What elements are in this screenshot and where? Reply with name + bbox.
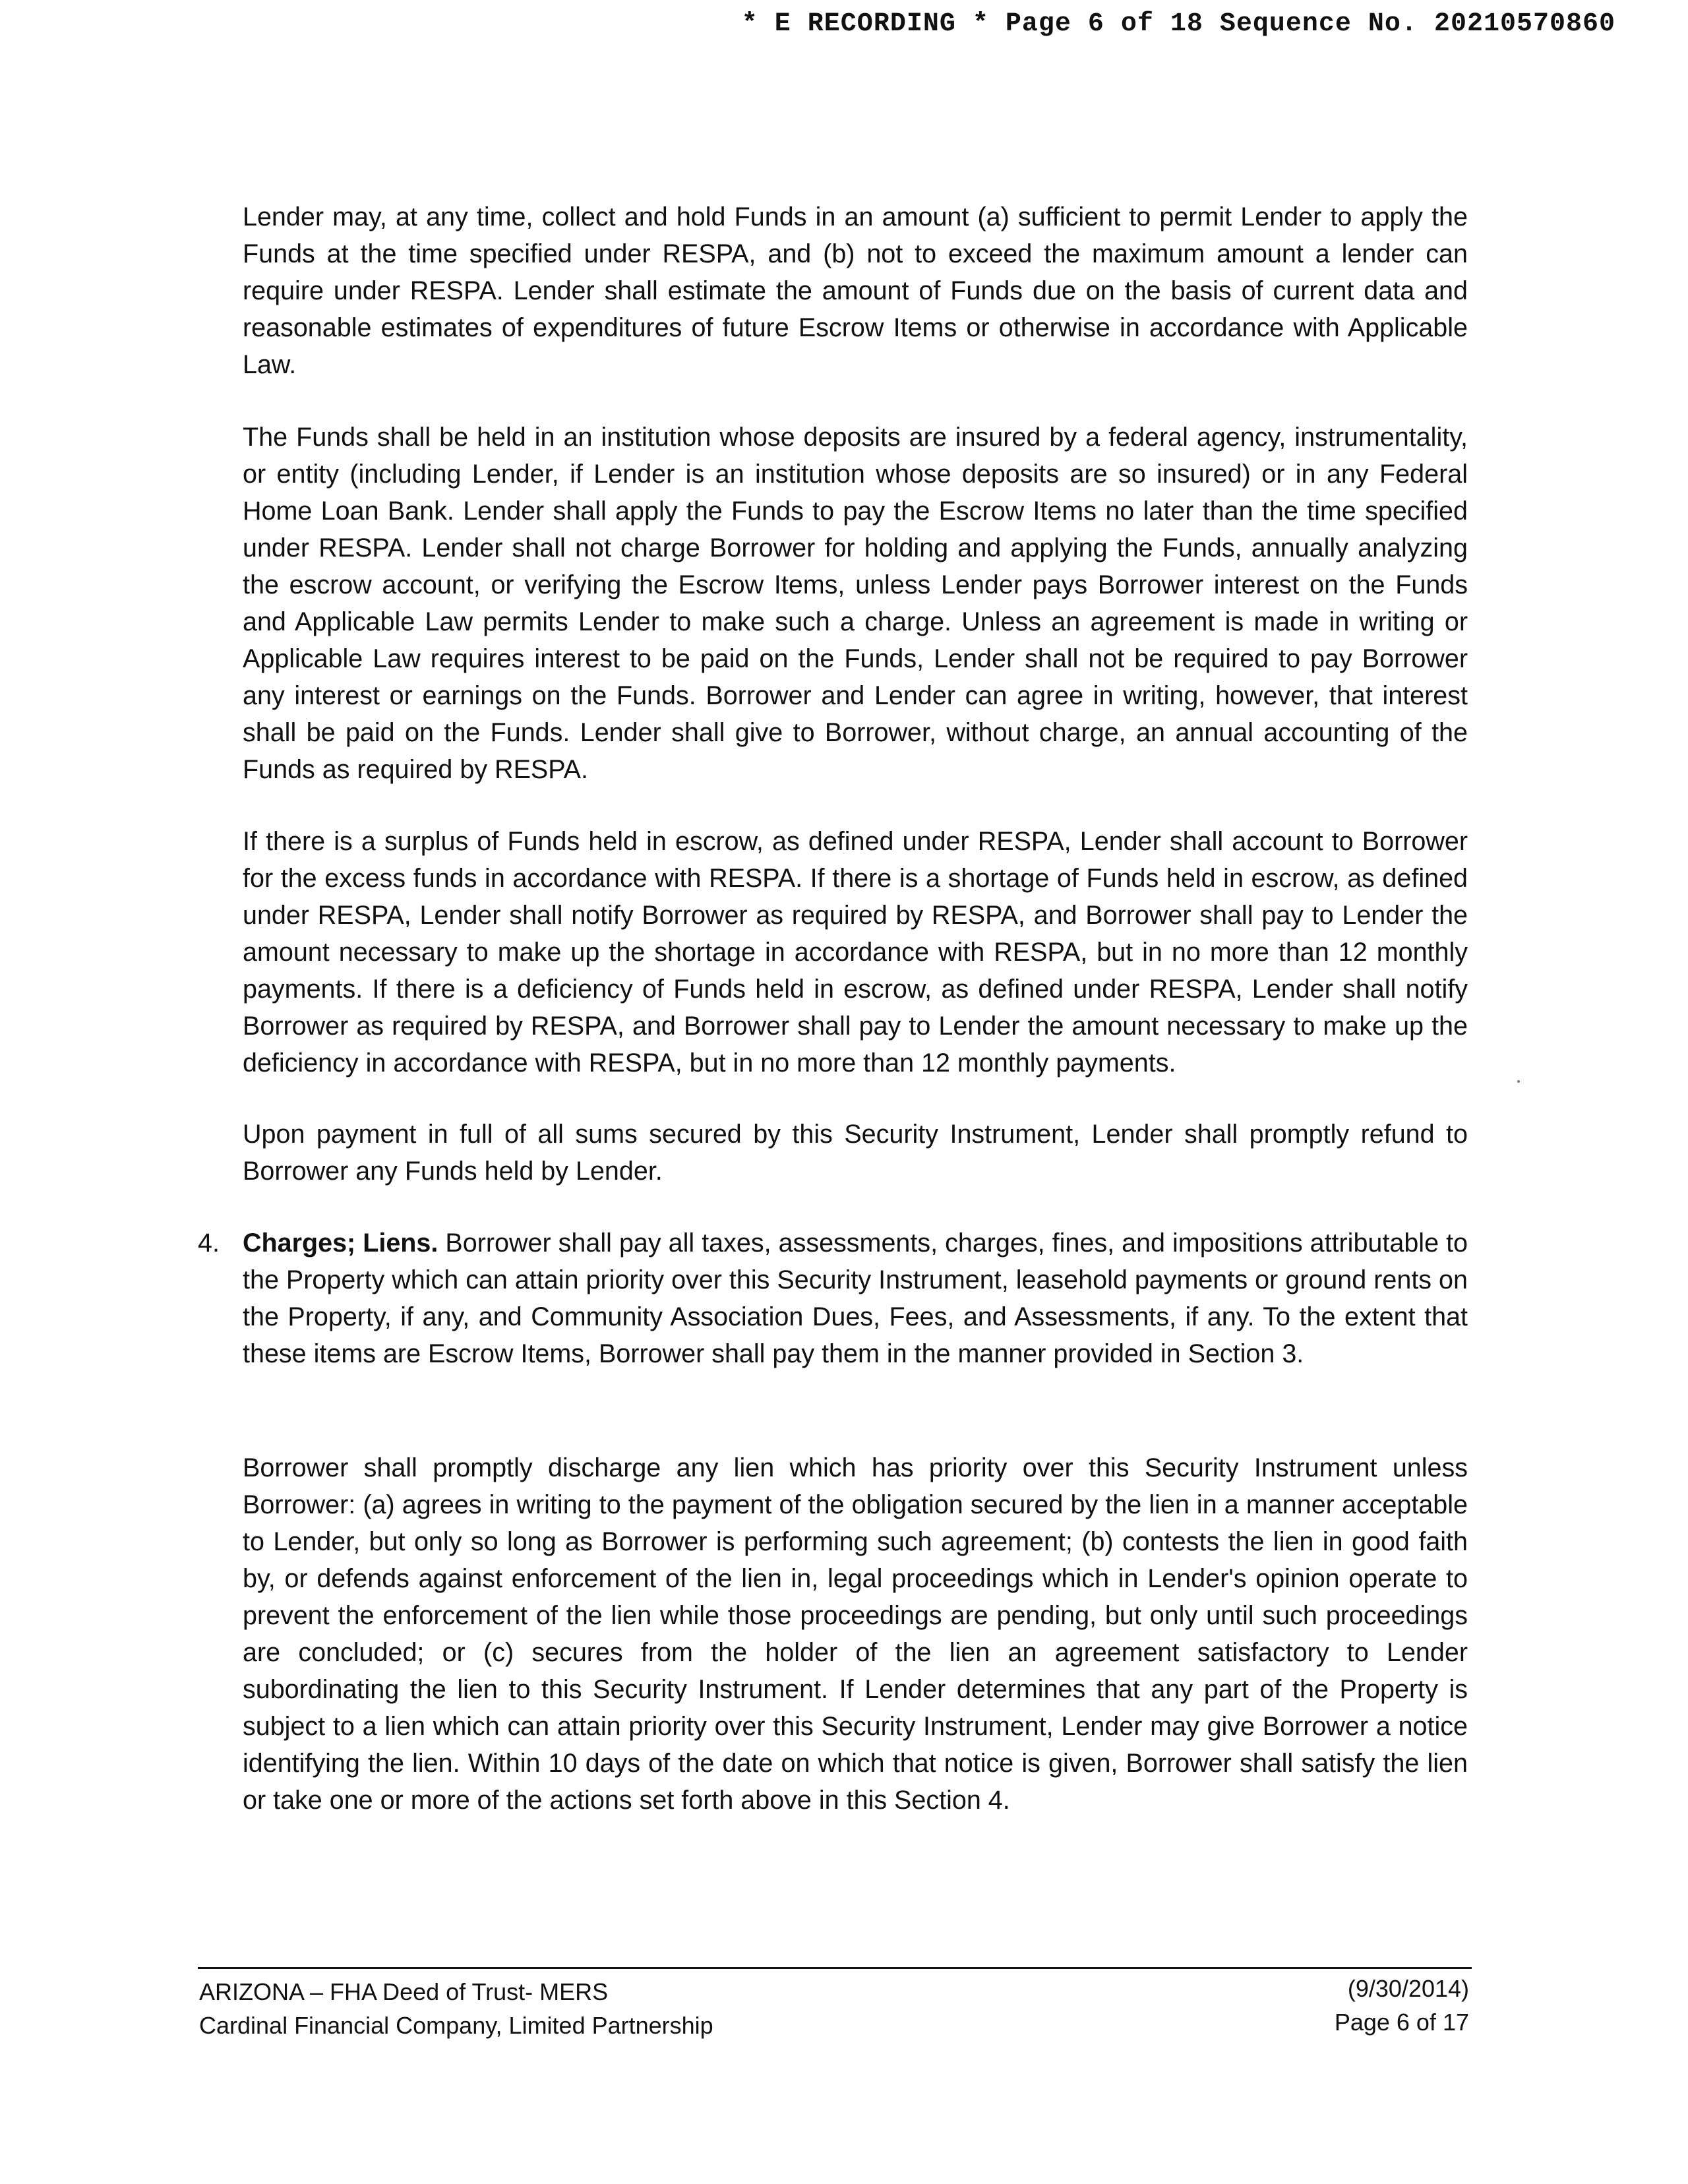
section-heading: Charges; Liens.	[243, 1228, 438, 1258]
footer-page-number: Page 6 of 17	[1334, 2009, 1469, 2036]
scan-speck	[1517, 1080, 1520, 1083]
recording-header: * E RECORDING * Page 6 of 18 Sequence No. 20210570860	[741, 9, 1615, 39]
section-4-body: Borrower shall pay all taxes, assessments, charges, fines, and impositions attributable to the Property which can attain priority over this Security Instrument, leasehold payments or ground rents on the Property, if any, and Community Association Dues, Fees, and Assessments, if any. To the extent that these items are Escrow Items, Borrower shall pay them in the manner provided in Section 3.	[243, 1228, 1468, 1368]
paragraph-funds-held: The Funds shall be held in an institution whose deposits are insured by a federal agency, instrumentality, or entity (including Lender, if Lender is an institution whose deposits are so insured) or in any Federal Home Loan Bank. Lender shall apply the Funds to pay the Escrow Items no later than the time specified under RESPA. Lender shall not charge Borrower for holding and applying the Funds, annually analyzing the escrow account, or verifying the Escrow Items, unless Lender pays Borrower interest on the Funds and Applicable Law permits Lender to make such a charge. Unless an agreement is made in writing or Applicable Law requires interest to be paid on the Funds, Lender shall not be required to pay Borrower any interest or earnings on the Funds. Borrower and Lender can agree in writing, however, that interest shall be paid on the Funds. Lender shall give to Borrower, without charge, an annual accounting of the Funds as required by RESPA.	[243, 423, 1468, 784]
paragraph-refund: Upon payment in full of all sums secured by this Security Instrument, Lender shall promptly refund to Borrower any Funds held by Lender.	[243, 1120, 1468, 1186]
footer-company: Cardinal Financial Company, Limited Partnership	[199, 2012, 713, 2039]
paragraph-discharge-lien: Borrower shall promptly discharge any lien which has priority over this Security Instrument unless Borrower: (a) agrees in writing to the payment of the obligation secured by the lien in a manner acceptable to Lender, but only so long as Borrower is performing such agreement; (b) contests the lien in good faith by, or defends against enforcement of the lien in, legal proceedings which in Lender's opinion operate to prevent the enforcement of the lien while those proceedings are pending, but only until such proceedings are concluded; or (c) secures from the holder of the lien an agreement satisfactory to Lender subordinating the lien to this Security Instrument. If Lender determines that any part of the Property is subject to a lien which can attain priority over this Security Instrument, Lender may give Borrower a notice identifying the lien. Within 10 days of the date on which that notice is given, Borrower shall satisfy the lien or take one or more of the actions set forth above in this Section 4.	[243, 1453, 1468, 1815]
footer-date: (9/30/2014)	[1347, 1975, 1469, 2002]
footer-right	[1335, 1972, 1469, 2039]
section-4-charges-liens	[198, 1225, 1468, 1372]
section-4-text-block	[243, 1225, 1468, 1372]
footer-form-name: ARIZONA – FHA Deed of Trust- MERS	[199, 1978, 609, 2005]
paragraph-surplus-shortage: If there is a surplus of Funds held in escrow, as defined under RESPA, Lender shall account to Borrower for the excess funds in accordance with RESPA. If there is a shortage of Funds held in escrow, as defined under RESPA, Lender shall notify Borrower as required by RESPA, and Borrower shall pay to Lender the amount necessary to make up the shortage in accordance with RESPA, but in no more than 12 monthly payments. If there is a deficiency of Funds held in escrow, as defined under RESPA, Lender shall notify Borrower as required by RESPA, and Borrower shall pay to Lender the amount necessary to make up the deficiency in accordance with RESPA, but in no more than 12 monthly payments.	[243, 827, 1468, 1077]
paragraph-funds-collection: Lender may, at any time, collect and hold Funds in an amount (a) sufficient to permit Lender to apply the Funds at the time specified under RESPA, and (b) not to exceed the maximum amount a lender can require under RESPA. Lender shall estimate the amount of Funds due on the basis of current data and reasonable estimates of expenditures of future Escrow Items or otherwise in accordance with Applicable Law.	[243, 202, 1468, 379]
section-number: 4.	[198, 1228, 220, 1258]
footer-left	[199, 1975, 713, 2042]
footer-divider	[198, 1967, 1472, 1969]
